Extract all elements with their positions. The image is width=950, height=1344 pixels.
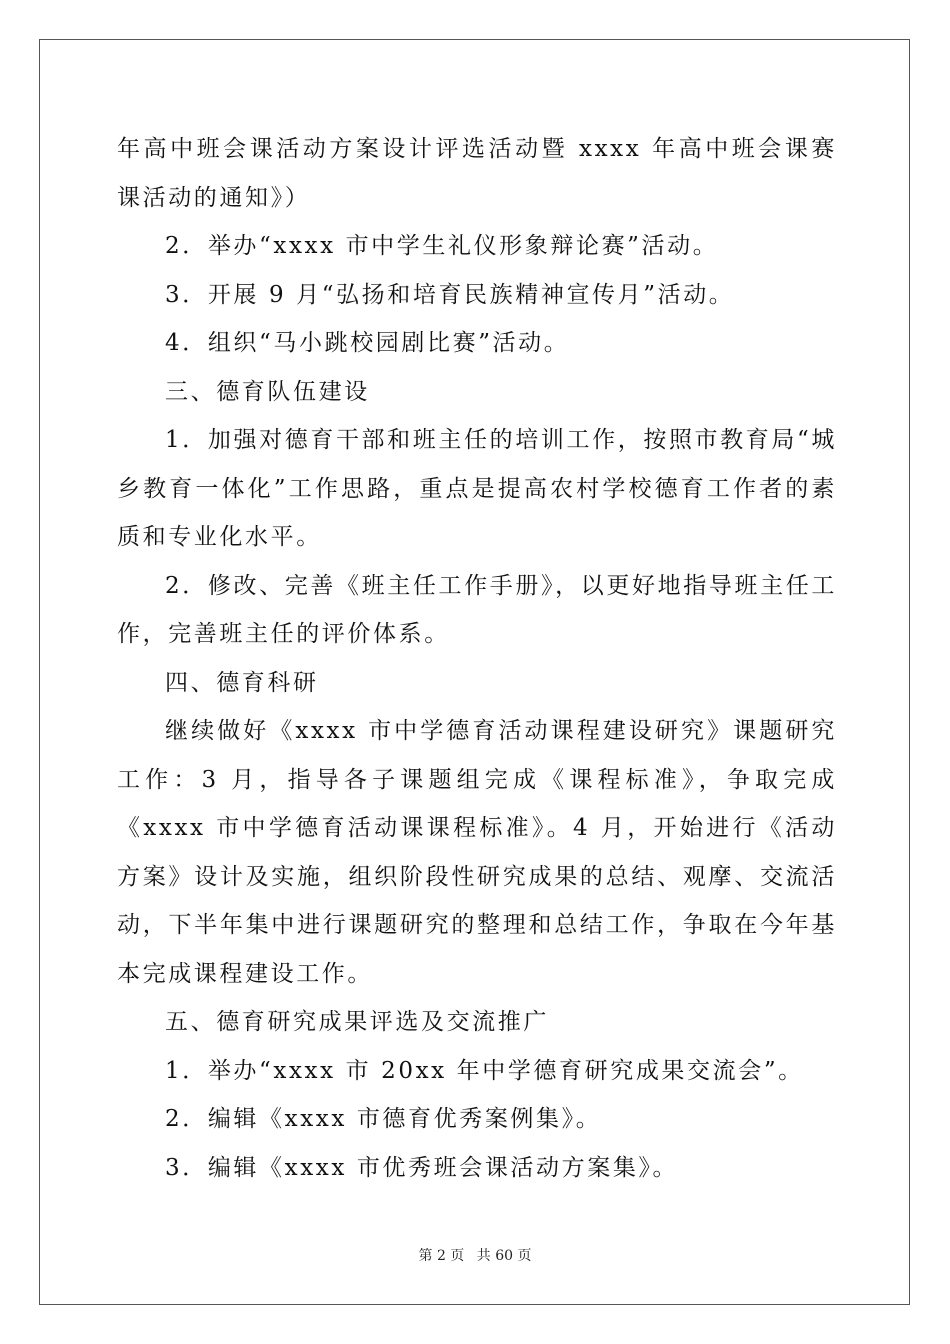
section-heading-4: 四、德育科研 (165, 669, 319, 696)
section-heading-3: 三、德育队伍建设 (165, 378, 370, 405)
paragraph-continuation: 年高中班会课活动方案设计评选活动暨 xxxx 年高中班会课赛课活动的通知》） (117, 136, 837, 211)
page-footer (0, 1246, 950, 1266)
paragraph-exchange-meeting: 1．举办“xxxx 市 20xx 年中学德育研究成果交流会”。 (165, 1057, 804, 1084)
paragraph-handbook: 2．修改、完善《班主任工作手册》，以更好地指导班主任工作，完善班主任的评价体系。 (117, 572, 837, 647)
paragraph-item-4: 4．组织“马小跳校园剧比赛”活动。 (165, 330, 570, 356)
document-body (117, 125, 837, 1192)
paragraph-item-3: 3．开展 9 月“弘扬和培育民族精神宣传月”活动。 (165, 281, 735, 308)
paragraph-case-collection: 2．编辑《xxxx 市德育优秀案例集》。 (165, 1106, 602, 1132)
section-heading-5: 五、德育研究成果评选及交流推广 (165, 1009, 549, 1035)
paragraph-plan-collection: 3．编辑《xxxx 市优秀班会课活动方案集》。 (165, 1154, 679, 1181)
page-total: 共 60 页 (476, 1248, 532, 1264)
paragraph-research: 继续做好《xxxx 市中学德育活动课程建设研究》课题研究工作：3 月，指导各子课题组完成《课程标准》，争取完成《xxxx 市中学德育活动课课程标准》。4 月，开始进行《活动方案》设计及实施，组织阶段性研究成果的总结、观摩、交流活动，下半年集中进行课题研究的整理和总结工作，争取在今年基本完成课程建设工作。 (117, 718, 837, 987)
page-number: 第 2 页 (418, 1248, 465, 1264)
paragraph-item-2: 2．举办“xxxx 市中学生礼仪形象辩论赛”活动。 (165, 233, 719, 259)
paragraph-training: 1．加强对德育干部和班主任的培训工作，按照市教育局“城乡教育一体化”工作思路，重点是提高农村学校德育工作者的素质和专业化水平。 (117, 427, 837, 550)
